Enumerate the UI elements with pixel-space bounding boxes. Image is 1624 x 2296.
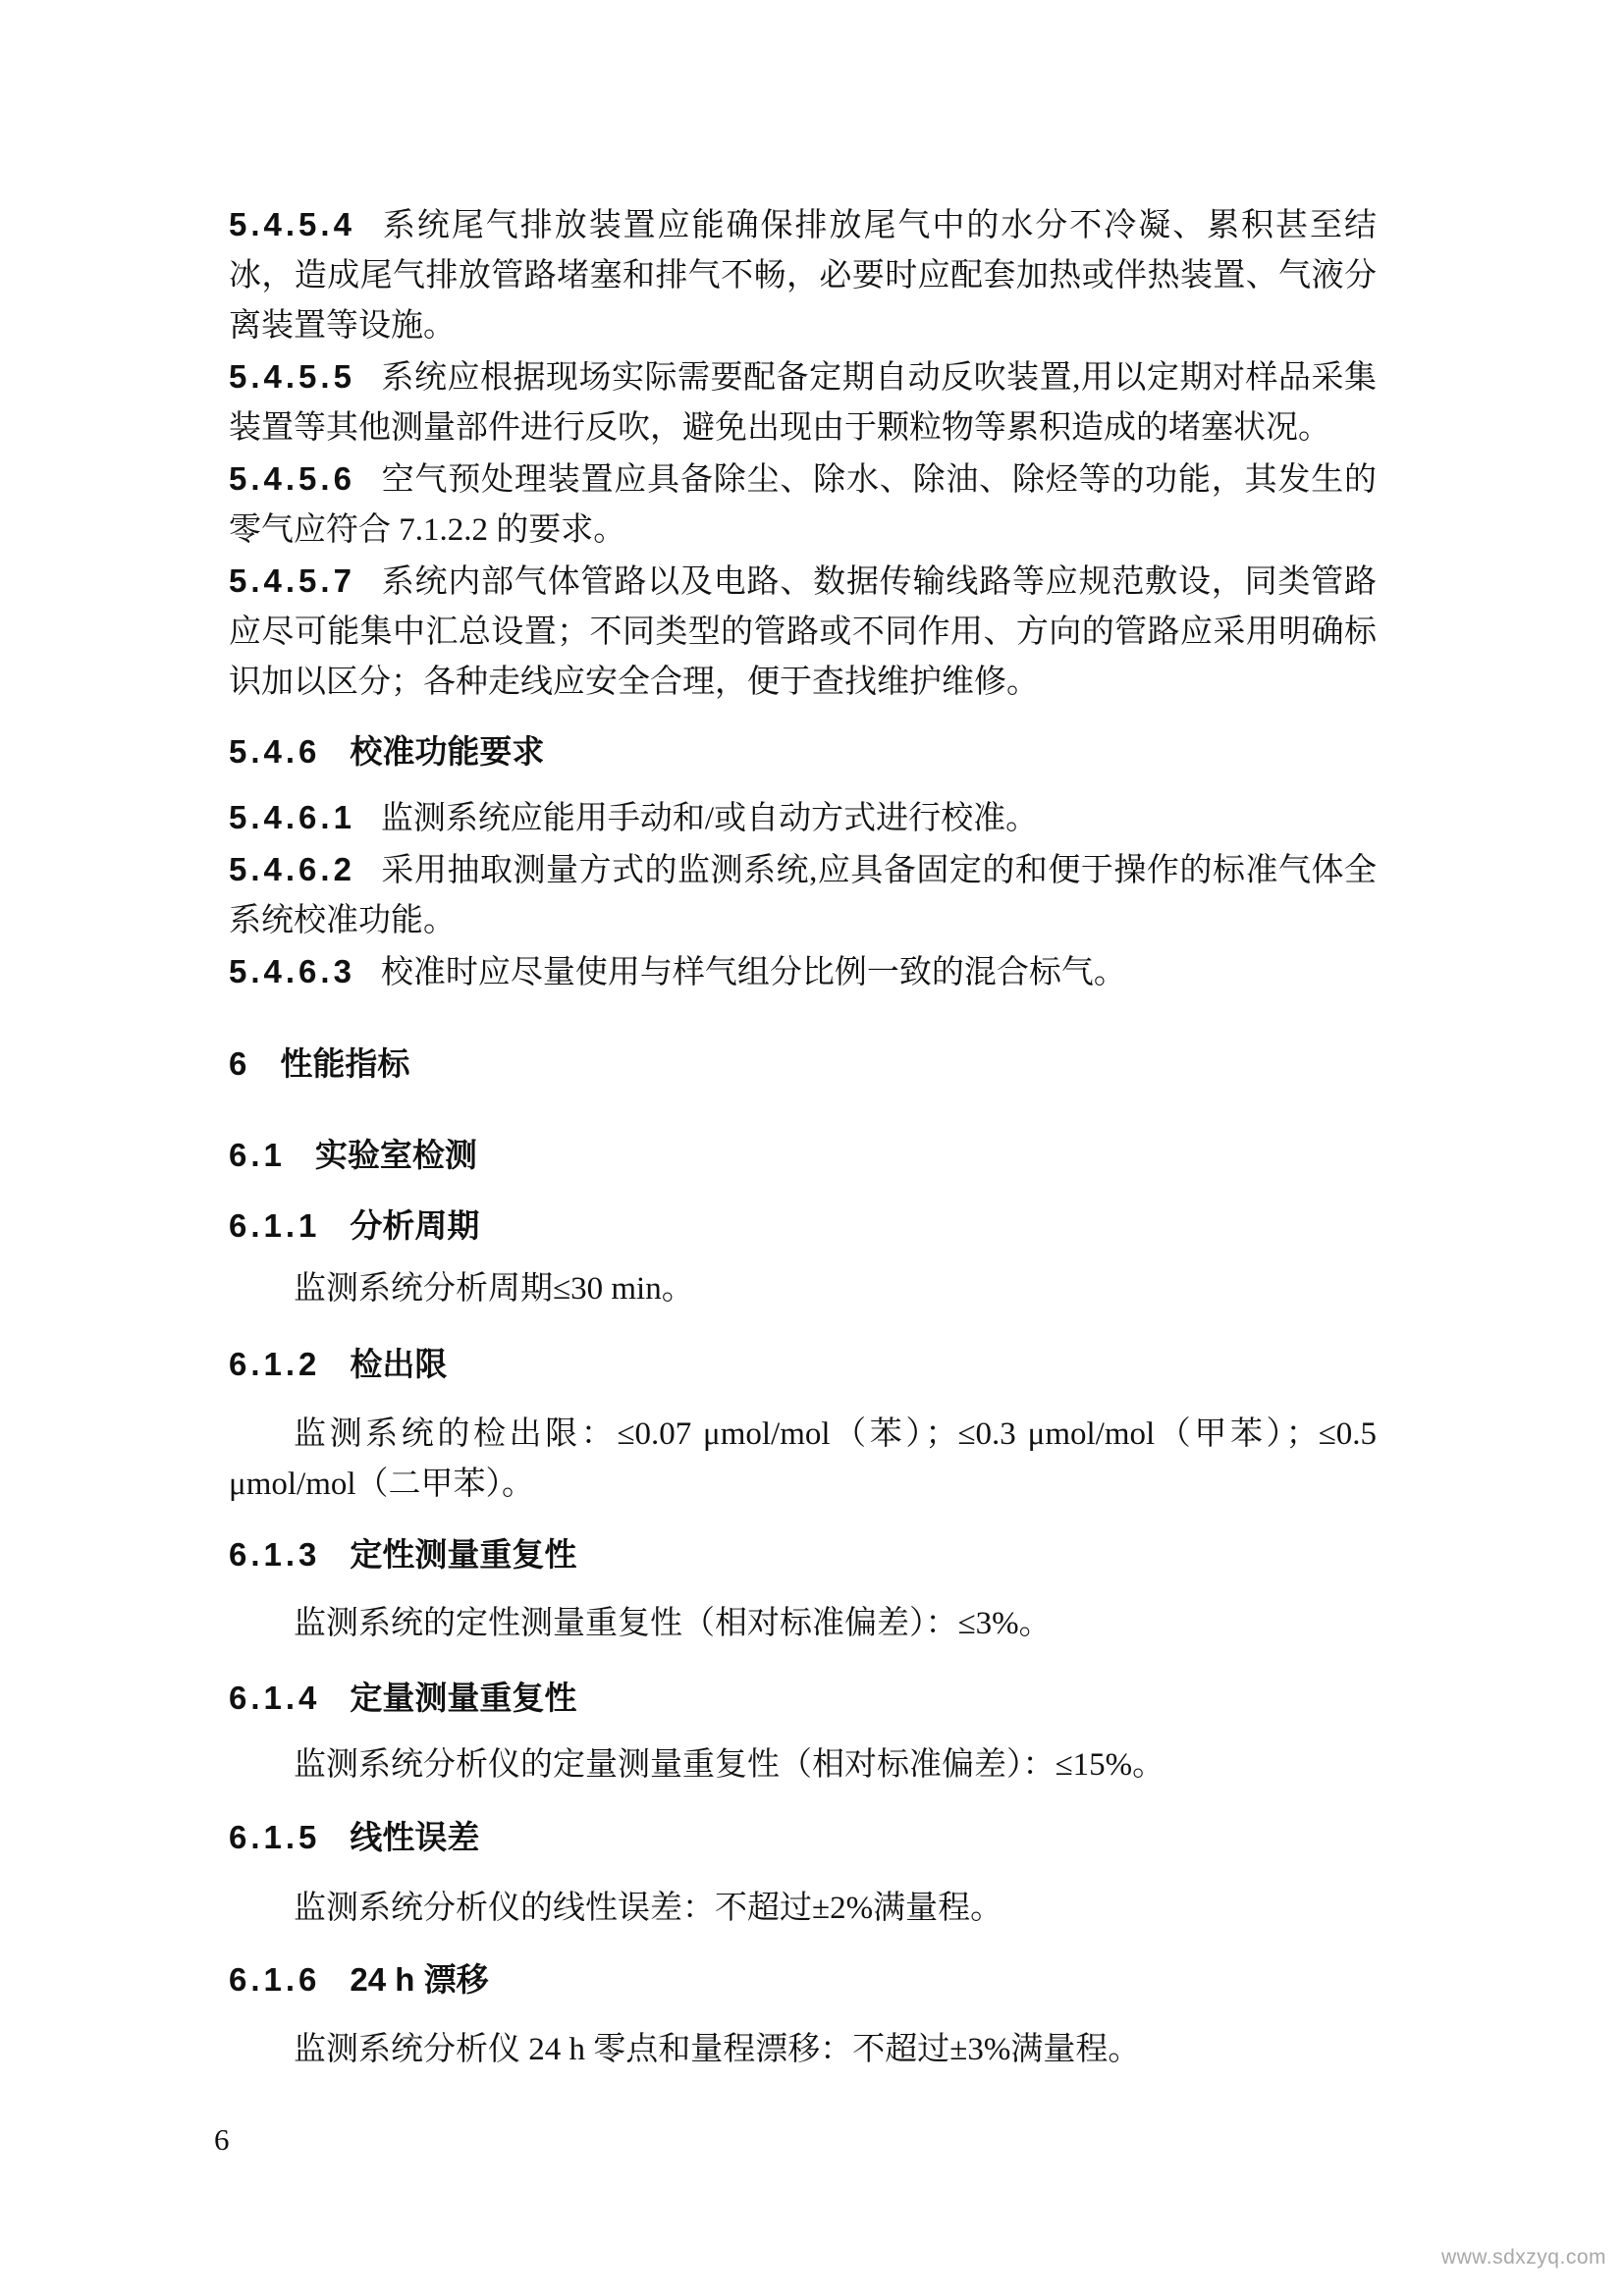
heading-title: 检出限 [350, 1346, 448, 1382]
heading-title: 线性误差 [350, 1819, 480, 1855]
clause-number: 5.4.6.1 [229, 799, 355, 835]
clause-number: 5.4.5.6 [229, 460, 355, 497]
body-text: 监测系统分析周期≤30 min。 [294, 1271, 694, 1307]
heading-title: 实验室检测 [314, 1137, 477, 1173]
clause-number: 5.4.5.7 [229, 562, 355, 599]
heading-title: 24 h 漂移 [350, 1961, 489, 1998]
clause-text: 系统尾气排放装置应能确保排放尾气中的水分不冷凝、累积甚至结冰，造成尾气排放管路堵塞和排气不畅，必要时应配套加热或伴热装置、气液分离装置等设施。 [229, 208, 1377, 344]
clause-5-4-5-4 [229, 199, 1377, 351]
heading-title: 分析周期 [350, 1207, 480, 1244]
body-text: 监测系统分析仪的定量测量重复性（相对标准偏差）：≤15%。 [294, 1747, 1165, 1783]
clause-text: 校准时应尽量使用与样气组分比例一致的混合标气。 [380, 955, 1126, 990]
clause-text: 空气预处理装置应具备除尘、除水、除油、除烃等的功能，其发生的零气应符合 7.1.2.2 的要求。 [229, 462, 1377, 548]
body-6-1-5 [229, 1884, 1377, 1934]
clause-5-4-6-2 [229, 844, 1377, 946]
heading-number: 6.1.5 [229, 1819, 321, 1855]
heading-title: 定性测量重复性 [350, 1536, 577, 1573]
heading-title: 校准功能要求 [350, 733, 545, 770]
heading-6-1-2 [229, 1339, 1377, 1389]
heading-number: 6 [229, 1045, 251, 1082]
heading-6-1-4 [229, 1673, 1377, 1723]
clause-text: 系统应根据现场实际需要配备定期自动反吹装置,用以定期对样品采集装置等其他测量部件进行反吹，避免出现由于颗粒物等累积造成的堵塞状况。 [229, 360, 1377, 446]
body-6-1-4 [229, 1740, 1377, 1790]
clause-number: 5.4.6.2 [229, 851, 355, 887]
heading-number: 5.4.6 [229, 733, 321, 770]
clause-number: 5.4.5.4 [229, 206, 355, 242]
heading-number: 6.1 [229, 1137, 286, 1173]
clause-5-4-5-7 [229, 556, 1377, 708]
clause-text: 采用抽取测量方式的监测系统,应具备固定的和便于操作的标准气体全系统校准功能。 [229, 853, 1377, 938]
body-text: 监测系统的定性测量重复性（相对标准偏差）：≤3%。 [294, 1606, 1052, 1641]
clause-text: 监测系统应能用手动和/或自动方式进行校准。 [380, 801, 1039, 836]
clause-number: 5.4.6.3 [229, 953, 355, 989]
heading-5-4-6 [229, 726, 1377, 776]
body-6-1-1 [229, 1264, 1377, 1314]
heading-number: 6.1.3 [229, 1536, 321, 1573]
heading-6-1-3 [229, 1529, 1377, 1579]
heading-6-1-6 [229, 1954, 1377, 2004]
heading-number: 6.1.1 [229, 1207, 321, 1244]
heading-6-1 [229, 1130, 1377, 1180]
heading-number: 6.1.2 [229, 1346, 321, 1382]
heading-title: 定量测量重复性 [350, 1680, 577, 1716]
watermark: www.sdxzyq.com [1440, 2246, 1606, 2269]
clause-5-4-6-1 [229, 792, 1377, 844]
clause-number: 5.4.5.5 [229, 358, 355, 395]
clause-text: 系统内部气体管路以及电路、数据传输线路等应规范敷设，同类管路应尽可能集中汇总设置；不同类型的管路或不同作用、方向的管路应采用明确标识加以区分；各种走线应安全合理，便于查找维护维修。 [229, 564, 1377, 700]
heading-number: 6.1.4 [229, 1680, 321, 1716]
heading-number: 6.1.6 [229, 1961, 321, 1998]
heading-6-1-5 [229, 1812, 1377, 1862]
body-text: 监测系统分析仪的线性误差：不超过±2%满量程。 [294, 1891, 1003, 1926]
clause-5-4-6-3 [229, 946, 1377, 998]
heading-6 [229, 1039, 1377, 1089]
page-number: 6 [214, 2122, 230, 2157]
body-6-1-3 [229, 1599, 1377, 1649]
clause-5-4-5-5 [229, 351, 1377, 454]
body-6-1-2 [229, 1410, 1377, 1510]
body-text: 监测系统的检出限：≤0.07 μmol/mol（苯）；≤0.3 μmol/mol（甲苯）；≤0.5 μmol/mol（二甲苯）。 [229, 1416, 1377, 1502]
body-text: 监测系统分析仪 24 h 零点和量程漂移：不超过±3%满量程。 [294, 2032, 1141, 2067]
heading-6-1-1 [229, 1201, 1377, 1251]
clause-5-4-5-6 [229, 454, 1377, 556]
heading-title: 性能指标 [280, 1045, 410, 1082]
body-6-1-6 [229, 2025, 1377, 2075]
